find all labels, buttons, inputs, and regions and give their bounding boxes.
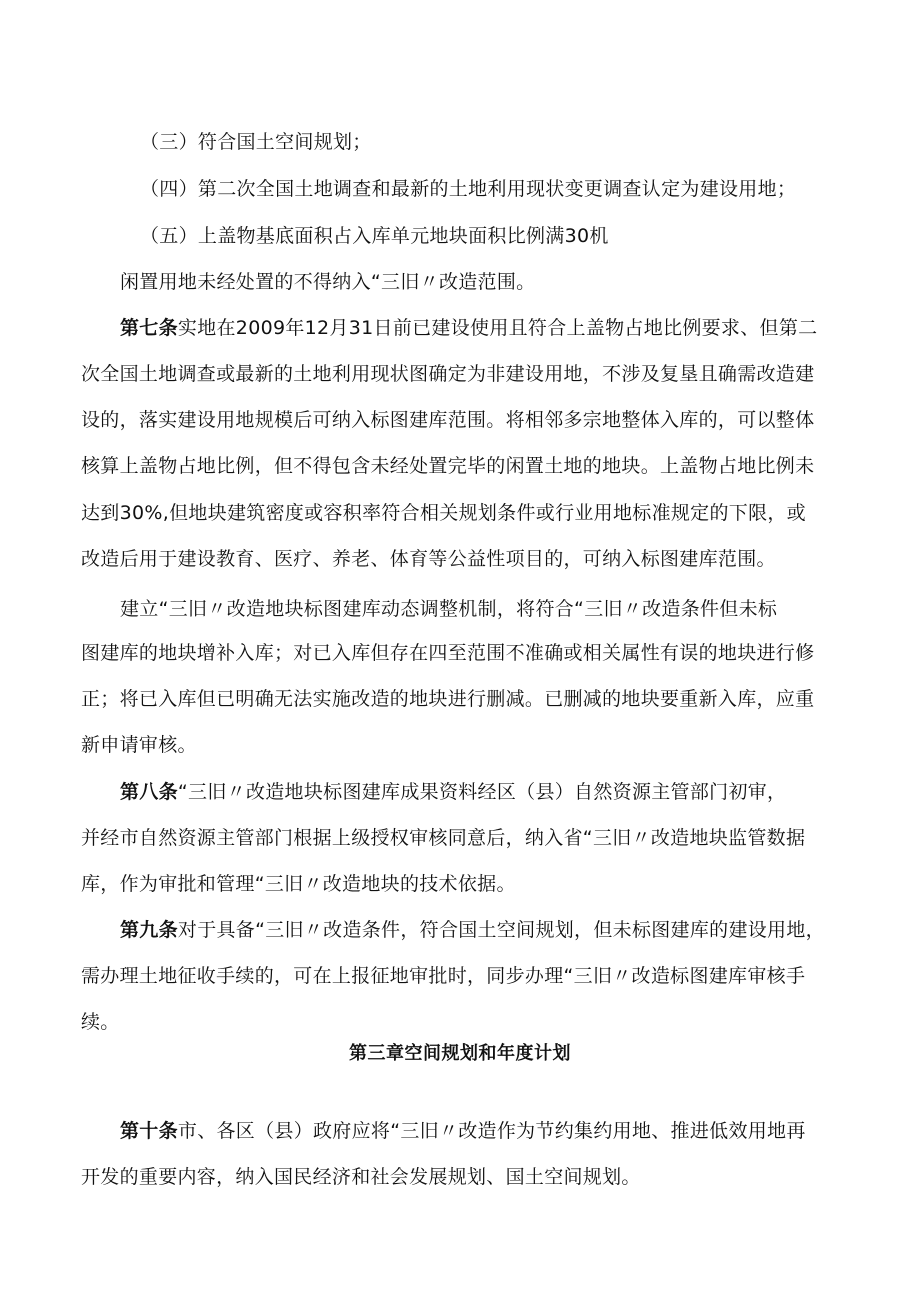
article-10-text-1: 市、各区（县）政府应将“三旧〃改造作为节约集约用地、推进低效用地再 bbox=[177, 1120, 806, 1142]
list-item-5: （五）上盖物基底面积占入库单元地块面积比例满30机 bbox=[140, 225, 609, 247]
idle-land-paragraph: 闲置用地未经处置的不得纳入“三旧〃改造范围。 bbox=[120, 271, 536, 293]
article-9-text-1: 对于具备“三旧〃改造条件，符合国土空间规划，但未标图建库的建设用地， bbox=[177, 919, 825, 941]
article-10-line-2: 开发的重要内容，纳入国民经济和社会发展规划、国土空间规划。 bbox=[81, 1166, 641, 1188]
mechanism-line-1: 建立“三旧〃改造地块标图建库动态调整机制，将符合“三旧〃改造条件但未标 bbox=[120, 598, 778, 620]
list-item-4: （四）第二次全国土地调查和最新的土地利用现状变更调查认定为建设用地； bbox=[140, 178, 797, 200]
article-8-line-2: 并经市自然资源主管部门根据上级授权审核同意后，纳入省“三旧〃改造地块监管数据 bbox=[81, 827, 806, 849]
article-7-line-2: 次全国土地调查或最新的土地利用现状图确定为非建设用地，不涉及复垦且确需改造建 bbox=[81, 363, 815, 385]
article-7-label: 第七条 bbox=[120, 317, 178, 339]
list-item-3: （三）符合国土空间规划； bbox=[140, 131, 372, 153]
article-8-label: 第八条 bbox=[120, 781, 178, 803]
article-10-line-1 bbox=[0, 1119, 920, 1143]
article-7-line-3: 设的，落实建设用地规模后可纳入标图建库范围。将相邻多宗地整体入库的，可以整体 bbox=[81, 409, 815, 431]
article-7-line-6: 改造后用于建设教育、医疗、养老、体育等公益性项目的，可纳入标图建库范围。 bbox=[81, 548, 776, 570]
chapter-3-heading: 第三章空间规划和年度计划 bbox=[349, 1043, 571, 1064]
article-8-line-3: 库，作为审批和管理“三旧〃改造地块的技术依据。 bbox=[81, 873, 516, 895]
article-9-line-3: 续。 bbox=[81, 1011, 120, 1033]
article-7-line-4: 核算上盖物占地比例，但不得包含未经处置完毕的闲置土地的地块。上盖物占地比例未 bbox=[81, 455, 815, 477]
mechanism-line-4: 新申请审核。 bbox=[81, 734, 197, 756]
article-8-text-1: “三旧〃改造地块标图建库成果资料经区（县）自然资源主管部门初审， bbox=[177, 781, 787, 803]
article-9-line-1 bbox=[0, 918, 920, 942]
article-9-line-2: 需办理土地征收手续的，可在上报征地审批时，同步办理“三旧〃改造标图建库审核手 bbox=[81, 965, 806, 987]
mechanism-line-3: 正；将已入库但已明确无法实施改造的地块进行删减。已删减的地块要重新入库，应重 bbox=[81, 688, 815, 710]
article-7-line-5: 达到30%,但地块建筑密度或容积率符合相关规划条件或行业用地标准规定的下限，或 bbox=[81, 502, 806, 524]
article-10-label: 第十条 bbox=[120, 1120, 178, 1142]
article-8-line-1 bbox=[0, 780, 920, 804]
article-7-text-1: 实地在2009年12月31日前已建设使用且符合上盖物占地比例要求、但第二 bbox=[177, 317, 818, 339]
mechanism-line-2: 图建库的地块增补入库；对已入库但存在四至范围不准确或相关属性有误的地块进行修 bbox=[81, 642, 815, 664]
article-9-label: 第九条 bbox=[120, 919, 178, 941]
article-7-line-1 bbox=[0, 316, 920, 340]
